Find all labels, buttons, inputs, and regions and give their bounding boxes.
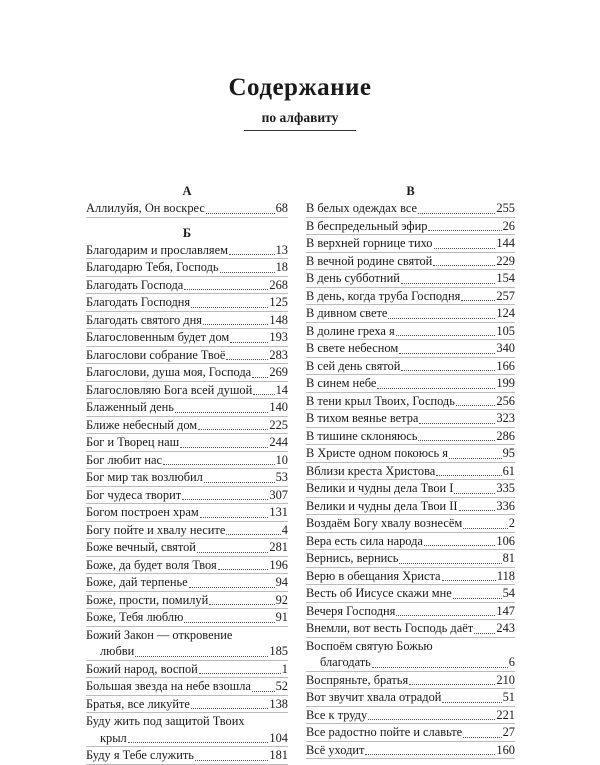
dot-leader (175, 412, 268, 413)
index-entry (86, 434, 288, 452)
index-column-right (306, 182, 515, 759)
entry-page-number: 147 (496, 603, 515, 618)
entry-page-number: 307 (269, 487, 288, 502)
dot-leader (191, 307, 268, 308)
index-entry (86, 696, 288, 714)
index-entry (86, 417, 288, 435)
entry-title: Боже, Тебя люблю (86, 610, 184, 624)
entry-page-number: 14 (275, 382, 288, 397)
dot-leader (206, 213, 275, 214)
entry-title: Вечеря Господня (306, 603, 396, 618)
index-entry (86, 557, 288, 575)
entry-page-number: 95 (502, 446, 515, 460)
entry-title: Воспряньте, братья (306, 672, 409, 687)
entry-page-number: 91 (275, 610, 288, 624)
index-entry (306, 498, 515, 516)
dot-leader (365, 754, 495, 755)
index-entry (306, 445, 515, 463)
index-entry (86, 329, 288, 347)
entry-title: В долине греха я (306, 323, 395, 338)
entry-title: В тени крыл Твоих, Господь (306, 393, 455, 408)
entry-page-number: 160 (496, 742, 515, 757)
dot-leader (463, 528, 508, 529)
dot-leader (198, 429, 268, 430)
dot-leader (454, 493, 495, 494)
index-entry (306, 533, 515, 551)
dot-leader (463, 737, 501, 738)
entry-title: В тихом веянье ветра (306, 411, 419, 425)
index-entry (86, 259, 288, 277)
entry-page-number: 268 (269, 277, 288, 292)
index-entry (306, 323, 515, 341)
entry-title: Все к труду (306, 707, 368, 722)
dot-leader (399, 353, 495, 354)
entry-title: Благословляю Бога всей душой (86, 382, 253, 397)
entry-page-number: 244 (269, 435, 288, 449)
entry-title: В Христе одном покоюсь я (306, 446, 448, 460)
entry-title: Боже вечный, святой (86, 540, 196, 554)
entry-page-number: 124 (496, 306, 515, 320)
dot-leader (209, 604, 274, 605)
dot-leader (396, 615, 495, 616)
entry-page-number: 6 (508, 655, 515, 669)
dot-leader (189, 587, 275, 588)
dot-leader (204, 482, 275, 483)
entry-page-number: 185 (269, 644, 288, 658)
entry-title: В беспредельный эфир (306, 218, 428, 233)
entry-title: Аллилуйя, Он воскрес (86, 201, 205, 215)
dot-leader (377, 388, 495, 389)
index-entry (306, 305, 515, 323)
entry-page-number: 166 (496, 358, 515, 373)
entry-page-number: 61 (502, 463, 515, 478)
entry-title: Благодарим и прославляем (86, 242, 228, 257)
index-entry (306, 707, 515, 725)
entry-page-number: 281 (269, 540, 288, 554)
dot-leader (436, 475, 501, 476)
entry-title-line2: благодать (320, 655, 371, 669)
dot-leader (163, 464, 275, 465)
entry-page-number: 193 (269, 330, 288, 344)
entry-title: Богом построен храм (86, 505, 199, 519)
index-entry (306, 393, 515, 411)
index-entry (306, 358, 515, 376)
index-entry (306, 515, 515, 533)
dot-leader (195, 760, 268, 761)
entry-page-number: 54 (502, 586, 515, 600)
index-entry (86, 661, 288, 679)
dot-leader (252, 377, 268, 378)
entry-page-number: 286 (496, 428, 515, 443)
entry-title: Буду я Тебе служить (86, 748, 194, 762)
dot-leader (229, 254, 275, 255)
index-entry (86, 592, 288, 610)
index-entry (86, 487, 288, 505)
entry-page-number: 148 (269, 312, 288, 327)
entry-page-number: 81 (502, 551, 515, 565)
entry-title: Бог и Творец наш (86, 435, 180, 449)
entry-page-number: 140 (269, 400, 288, 414)
entry-page-number: 340 (496, 341, 515, 355)
entry-title-line2: любви (100, 644, 135, 658)
entry-page-number: 1 (281, 661, 288, 676)
entry-title: Божий народ, воспой (86, 661, 198, 676)
index-entry (86, 609, 288, 627)
index-entry (306, 603, 515, 621)
entry-title: Благослови собрание Твоё (86, 347, 226, 362)
index-entry (86, 452, 288, 470)
entry-page-number: 68 (275, 201, 288, 215)
entry-title: Благодать святого дня (86, 312, 202, 327)
entry-title: Вблизи креста Христова (306, 463, 436, 478)
index-entry (86, 574, 288, 592)
index-entry (86, 678, 288, 696)
dot-leader (474, 633, 495, 634)
entry-page-number: 138 (269, 696, 288, 711)
dot-leader (459, 510, 496, 511)
entry-page-number: 225 (269, 417, 288, 432)
entry-page-number: 131 (269, 505, 288, 519)
dot-leader (418, 213, 495, 214)
entry-page-number: 27 (502, 725, 515, 739)
entry-title: В верхней горнице тихо (306, 236, 433, 250)
entry-page-number: 52 (275, 679, 288, 693)
index-entry (86, 504, 288, 522)
dot-leader (442, 580, 496, 581)
index-entry (86, 539, 288, 557)
dot-leader (418, 440, 495, 441)
entry-page-number: 221 (496, 707, 515, 722)
index-entry (306, 742, 515, 760)
entry-title: Велики и чудны дела Твои I (306, 481, 454, 495)
dot-leader (230, 342, 268, 343)
entry-title: Вернись, вернись (306, 551, 399, 565)
index-entry (306, 638, 515, 672)
index-entry (86, 347, 288, 365)
dot-leader (409, 684, 495, 685)
dot-leader (428, 230, 501, 231)
dot-leader (401, 370, 495, 371)
section-letter: Б (182, 225, 192, 240)
entry-title: Боже, прости, помилуй (86, 592, 209, 607)
index-entry (306, 253, 515, 271)
dot-leader (128, 742, 269, 743)
entry-page-number: 336 (496, 498, 515, 513)
entry-title: Бог чудеса творит (86, 487, 182, 502)
entry-title: В белых одеждах все (306, 201, 418, 215)
index-entry (306, 480, 515, 498)
entry-title: Большая звезда на небе взошла (86, 679, 251, 693)
entry-title-line1: Божий Закон — откровение (86, 627, 233, 642)
entry-title: В свете небесном (306, 341, 399, 355)
entry-title: Все радостно пойте и славьте (306, 725, 463, 739)
dot-leader (184, 289, 268, 290)
entry-page-number: 125 (269, 295, 288, 309)
entry-page-number: 181 (269, 748, 288, 762)
dot-leader (220, 272, 275, 273)
dot-leader (197, 552, 268, 553)
entry-title: Благодать Господня (86, 295, 191, 309)
entry-title: Боже, да будет воля Твоя (86, 557, 217, 572)
index-entry (86, 399, 288, 417)
index-entry (86, 242, 288, 260)
dot-leader (442, 702, 501, 703)
dot-leader (203, 324, 268, 325)
dot-leader (199, 673, 281, 674)
index-entry (306, 340, 515, 358)
index-entry (306, 200, 515, 218)
dot-leader (191, 708, 269, 709)
entry-title: Ближе небесный дом (86, 417, 198, 432)
entry-page-number: 243 (496, 621, 515, 635)
index-entry (306, 288, 515, 306)
index-entry (306, 620, 515, 638)
entry-page-number: 255 (496, 201, 515, 215)
dot-leader (200, 517, 269, 518)
entry-page-number: 144 (496, 236, 515, 250)
entry-title: В день, когда труба Господня (306, 288, 461, 303)
entry-title-line1: Буду жить под защитой Твоих (86, 714, 245, 728)
index-entry (306, 270, 515, 288)
index-entry (306, 568, 515, 586)
entry-title: Вот звучит хвала отрадой (306, 690, 442, 704)
entry-title: Богу пойте и хвалу несите (86, 522, 226, 537)
entry-page-number: 257 (496, 288, 515, 303)
entry-page-number: 105 (496, 323, 515, 338)
index-entry (306, 218, 515, 236)
entry-page-number: 118 (496, 568, 515, 583)
index-entry (86, 312, 288, 330)
entry-page-number: 154 (496, 271, 515, 285)
dot-leader (180, 447, 268, 448)
index-entry (306, 724, 515, 742)
entry-page-number: 283 (269, 347, 288, 362)
entry-title: Братья, все ликуйте (86, 696, 190, 711)
entry-title-line2: крыл (100, 730, 127, 745)
dot-leader (434, 248, 496, 249)
entry-title: Благодарю Тебя, Господь (86, 260, 219, 274)
dot-leader (184, 622, 274, 623)
dot-leader (433, 265, 495, 266)
dot-leader (182, 499, 268, 500)
entry-page-number: 269 (269, 365, 288, 379)
entry-page-number: 335 (496, 481, 515, 495)
index-entry (86, 522, 288, 540)
entry-title: Боже, дай терпенье (86, 575, 188, 589)
entry-title: Вера есть сила народа (306, 533, 423, 548)
entry-title: Благословенным будет дом (86, 330, 230, 344)
entry-title: Бог мир так возлюбил (86, 470, 203, 484)
index-entry (306, 550, 515, 568)
entry-page-number: 92 (275, 592, 288, 607)
entry-title: Благодать Господа (86, 277, 184, 292)
page-title: Содержание (228, 74, 372, 101)
entry-title: Блаженный день (86, 400, 174, 414)
index-entry (306, 235, 515, 253)
index-entry (86, 382, 288, 400)
dot-leader (226, 534, 280, 535)
index-entry (86, 713, 288, 747)
index-entry (306, 428, 515, 446)
entry-page-number: 323 (496, 411, 515, 425)
index-entry (306, 410, 515, 428)
index-column-left (86, 182, 288, 765)
entry-page-number: 10 (275, 452, 288, 467)
title-divider (244, 130, 356, 131)
entry-page-number: 229 (496, 253, 515, 268)
dot-leader (226, 359, 268, 360)
dot-leader (252, 691, 275, 692)
index-entry (86, 294, 288, 312)
entry-title: В синем небе (306, 376, 377, 390)
dot-leader (449, 458, 502, 459)
section-letter: А (182, 184, 192, 198)
entry-title: В вечной родине святой (306, 253, 433, 268)
dot-leader (399, 563, 501, 564)
entry-page-number: 104 (269, 730, 288, 745)
entry-page-number: 53 (275, 470, 288, 484)
index-entry (306, 375, 515, 393)
index-entry (86, 200, 288, 218)
entry-title: Верю в обещания Христа (306, 568, 441, 583)
dot-leader (456, 405, 496, 406)
dot-leader (401, 283, 496, 284)
entry-page-number: 199 (496, 376, 515, 390)
entry-page-number: 106 (496, 533, 515, 548)
entry-page-number: 2 (508, 516, 515, 530)
entry-title: В день субботний (306, 271, 400, 285)
dot-leader (368, 719, 495, 720)
index-entry (306, 585, 515, 603)
entry-page-number: 210 (496, 672, 515, 687)
dot-leader (461, 300, 495, 301)
dot-leader (253, 394, 274, 395)
entry-page-number: 196 (269, 557, 288, 572)
entry-page-number: 13 (275, 242, 288, 257)
dot-leader (218, 569, 269, 570)
entry-page-number: 256 (496, 393, 515, 408)
entry-title: Бог любит нас (86, 452, 163, 467)
dot-leader (453, 598, 502, 599)
entry-title: В тишине склоняюсь (306, 428, 418, 443)
entry-title-line1: Воспоём святую Божью (306, 638, 433, 653)
index-entry (86, 277, 288, 295)
entry-page-number: 26 (502, 218, 515, 233)
entry-page-number: 4 (281, 522, 288, 537)
dot-leader (372, 667, 508, 668)
index-entry (306, 672, 515, 690)
entry-title: Благослови, душа моя, Господа (86, 365, 252, 379)
entry-page-number: 51 (502, 690, 515, 704)
entry-page-number: 18 (275, 260, 288, 274)
section-letter: В (406, 184, 415, 198)
index-entry (86, 364, 288, 382)
entry-title: В дивном свете (306, 306, 388, 320)
dot-leader (419, 423, 495, 424)
entry-title: Всё уходит (306, 742, 365, 757)
index-entry (306, 689, 515, 707)
dot-leader (424, 545, 495, 546)
index-entry (86, 469, 288, 487)
entry-title: Внемли, вот весть Господь даёт (306, 621, 474, 635)
dot-leader (388, 318, 495, 319)
index-entry (86, 627, 288, 661)
entry-title: Весть об Иисусе скажи мне (306, 586, 452, 600)
entry-title: Воздаём Богу хвалу вознесём (306, 516, 463, 530)
entry-page-number: 94 (275, 575, 288, 589)
entry-title: Велики и чудны дела Твои II (306, 498, 458, 513)
entry-title: В сей день святой (306, 358, 401, 373)
page-subtitle: по алфавиту (261, 110, 339, 125)
dot-leader (135, 656, 268, 657)
index-entry (306, 463, 515, 481)
dot-leader (396, 335, 496, 336)
